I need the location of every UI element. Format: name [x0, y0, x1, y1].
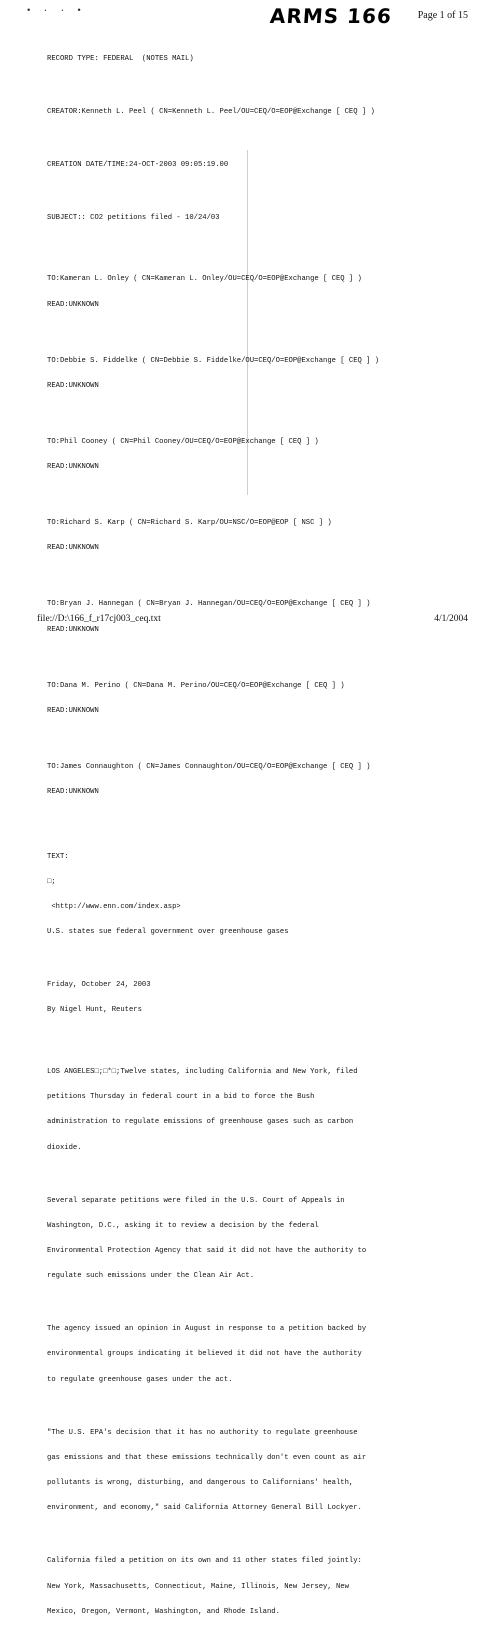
- paragraph-line: gas emissions and that these emissions technically don't even count as air: [47, 1453, 367, 1462]
- recipient-read: READ:UNKNOWN: [47, 300, 99, 309]
- paragraph-line: to regulate greenhouse gases under the act.: [47, 1375, 233, 1384]
- paragraph-line: "The U.S. EPA's decision that it has no authority to regulate greenhouse: [47, 1428, 358, 1437]
- paragraph-line: environment, and economy," said California Attorney General Bill Lockyer.: [47, 1504, 362, 1513]
- creation-date-line: CREATION DATE/TIME:24-OCT-2003 09:05:19.00: [47, 160, 229, 169]
- recipient-read: READ:UNKNOWN: [47, 381, 99, 390]
- paragraph-line: The agency issued an opinion in August in response to a petition backed by: [47, 1325, 367, 1334]
- paragraph-line: environmental groups indicating it believed it did not have the authority: [47, 1350, 362, 1359]
- recipient-to: TO:James Connaughton ( CN=James Connaughton/OU=CEQ/O=EOP@Exchange [ CEQ ] ): [47, 762, 371, 771]
- creator-line: CREATOR:Kenneth L. Peel ( CN=Kenneth L. Peel/OU=CEQ/O=EOP@Exchange [ CEQ ] ): [47, 107, 375, 116]
- paragraph-line: dioxide.: [47, 1143, 82, 1152]
- recipient-to: TO:Phil Cooney ( CN=Phil Cooney/OU=CEQ/O=EOP@Exchange [ CEQ ] ): [47, 437, 319, 446]
- subject-line: SUBJECT:: CO2 petitions filed - 10/24/03: [47, 213, 220, 222]
- encoding-glyph: □;: [47, 877, 56, 886]
- paragraph-line: Washington, D.C., asking it to review a decision by the federal: [47, 1221, 319, 1230]
- article-date: Friday, October 24, 2003: [47, 981, 151, 990]
- paragraph-line: administration to regulate emissions of greenhouse gases such as carbon: [47, 1118, 354, 1127]
- page-number: Page 1 of 15: [417, 10, 468, 21]
- recipient-read: READ:UNKNOWN: [47, 625, 99, 634]
- recipient-to: TO:Kameran L. Onley ( CN=Kameran L. Onley/OU=CEQ/O=EOP@Exchange [ CEQ ] ): [47, 275, 362, 284]
- handwritten-title: ARMS 166: [269, 4, 393, 28]
- paragraph-line: Several separate petitions were filed in the U.S. Court of Appeals in: [47, 1196, 345, 1205]
- article-headline: U.S. states sue federal government over greenhouse gases: [47, 928, 289, 937]
- recipient-read: READ:UNKNOWN: [47, 544, 99, 553]
- text-label: TEXT:: [47, 852, 69, 861]
- scan-marks: • · · •: [26, 6, 85, 16]
- paragraph-line: regulate such emissions under the Clean Air Act.: [47, 1272, 255, 1281]
- record-type: RECORD TYPE: FEDERAL (NOTES MAIL): [47, 54, 194, 63]
- paragraph-line: pollutants is wrong, disturbing, and dangerous to Californians' health,: [47, 1479, 354, 1488]
- recipient-to: TO:Dana M. Perino ( CN=Dana M. Perino/OU=CEQ/O=EOP@Exchange [ CEQ ] ): [47, 681, 345, 690]
- source-url: <http://www.enn.com/index.asp>: [47, 902, 181, 911]
- paragraph-line: New York, Massachusetts, Connecticut, Maine, Illinois, New Jersey, New: [47, 1582, 349, 1591]
- paragraph-line: LOS ANGELES□;□*□;Twelve states, including California and New York, filed: [47, 1067, 358, 1076]
- paragraph-line: Mexico, Oregon, Vermont, Washington, and Rhode Island.: [47, 1607, 280, 1616]
- recipient-read: READ:UNKNOWN: [47, 706, 99, 715]
- recipient-to: TO:Bryan J. Hannegan ( CN=Bryan J. Hannegan/OU=CEQ/O=EOP@Exchange [ CEQ ] ): [47, 600, 371, 609]
- recipient-read: READ:UNKNOWN: [47, 463, 99, 472]
- article-byline: By Nigel Hunt, Reuters: [47, 1006, 142, 1015]
- print-date: 4/1/2004: [434, 614, 468, 624]
- email-record: [47, 38, 447, 1625]
- paragraph-line: Environmental Protection Agency that said it did not have the authority to: [47, 1246, 367, 1255]
- recipient-to: TO:Richard S. Karp ( CN=Richard S. Karp/OU=NSC/O=EOP@EOP [ NSC ] ): [47, 519, 332, 528]
- recipient-to: TO:Debbie S. Fiddelke ( CN=Debbie S. Fiddelke/OU=CEQ/O=EOP@Exchange [ CEQ ] ): [47, 356, 380, 365]
- recipient-read: READ:UNKNOWN: [47, 788, 99, 797]
- file-path: file://D:\166_f_r17cj003_ceq.txt: [37, 614, 161, 624]
- paragraph-line: petitions Thursday in federal court in a bid to force the Bush: [47, 1093, 315, 1102]
- paragraph-line: California filed a petition on its own and 11 other states filed jointly:: [47, 1557, 362, 1566]
